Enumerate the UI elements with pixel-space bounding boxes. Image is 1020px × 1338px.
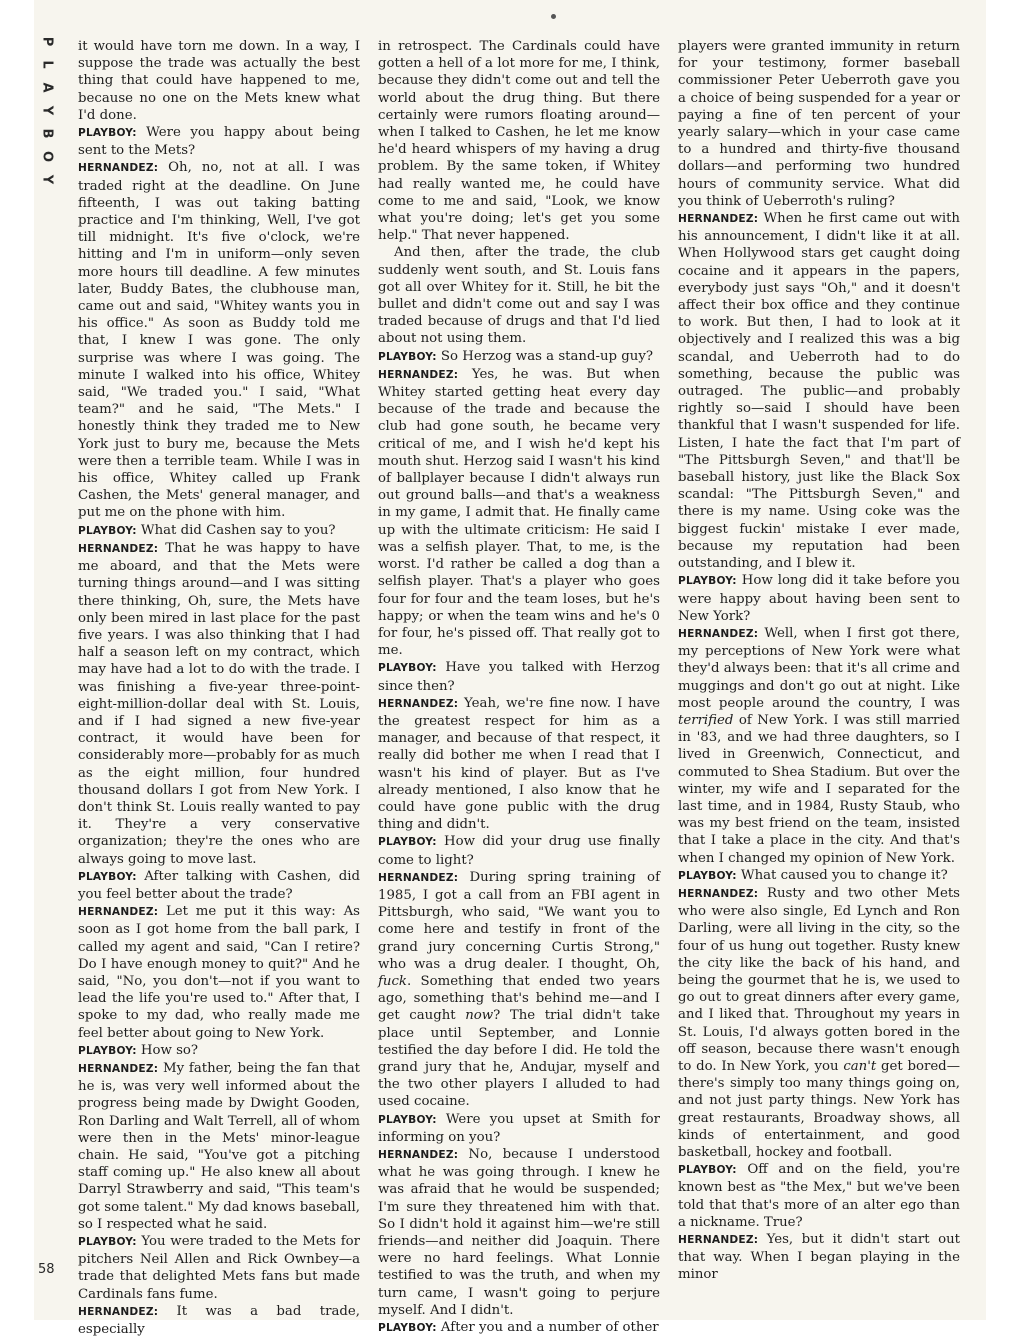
interview-paragraph xyxy=(78,1303,360,1338)
speaker-label: PLAYBOY: xyxy=(78,524,137,537)
paragraph-text: And then, after the trade, the club suddenly went south, and St. Louis fans got all over Whitey for it. Still, he bit the bullet and didn't come out and say I was traded because of drugs and that I'd lied about not using them. xyxy=(378,245,660,347)
paragraph-text: of New York. I was still married in '83, and we had three daughters, so I lived in Greenwich, Connecticut, and commuted to Shea Stadium. But over the winter, my wife and I separated for the last time, and in 1984, Rusty Staub, who was my best friend on the team, insisted that I take a place in the city. And that's when I changed my opinion of New York. xyxy=(678,712,960,866)
paragraph-text: When he first came out with his announcement, I didn't like it at all. When Hollywood stars get caught doing cocaine and it appears in the papers, everybody just says "Oh," and it doesn't affect their box office and they continue to work. But then, I had to look at it objectively and I realized this was a big scandal, and Ueberroth had to do something, because the public was outraged. The public—and probably rightly so—said I should have been thankful that I wasn't suspended for life. Listen, I hate the fact that I'm part of "The Pittsburgh Seven," and that'll be baseball history, just like the Black Sox scandal: "The Pittsburgh Seven," and there is my name. Using coke was the biggest fuckin' mistake I ever made, because my reputation had been outstanding, and I blew it. xyxy=(678,211,960,572)
masthead-letter: L xyxy=(39,60,55,69)
interview-paragraph xyxy=(678,885,960,1161)
speaker-label: HERNANDEZ: xyxy=(78,1305,159,1318)
body-paragraph xyxy=(378,244,660,347)
speaker-label: HERNANDEZ: xyxy=(678,213,759,226)
interview-paragraph xyxy=(78,159,360,521)
interview-paragraph xyxy=(78,522,360,540)
speaker-label: HERNANDEZ: xyxy=(78,542,159,555)
masthead-letter: Y xyxy=(39,174,55,185)
speaker-label: PLAYBOY: xyxy=(78,127,137,140)
speaker-label: HERNANDEZ: xyxy=(678,887,759,900)
interview-paragraph xyxy=(378,695,660,834)
interview-paragraph xyxy=(78,1233,360,1303)
interview-paragraph xyxy=(678,867,960,885)
body-paragraph xyxy=(378,38,660,244)
italic-emphasis: now xyxy=(465,1008,494,1024)
body-paragraph xyxy=(78,38,360,124)
paragraph-text: players were granted immunity in return for your testimony, former baseball commissioner Peter Ueberroth gave you a choice of being suspended for a year or paying a fine of ten percent of your yearly salary—which in your case came to a hundred and thirty-five thousand dollars—and performing two hundred hours of community service. What did you think of Ueberroth's ruling? xyxy=(678,39,960,209)
paragraph-text: Were you upset at Smith for informing on you? xyxy=(378,1111,660,1145)
speaker-label: PLAYBOY: xyxy=(78,870,137,883)
interview-paragraph xyxy=(78,540,360,868)
italic-emphasis: terrified xyxy=(678,712,734,728)
speaker-label: PLAYBOY: xyxy=(78,1236,137,1249)
speaker-label: PLAYBOY: xyxy=(378,350,437,363)
paragraph-text: You were traded to the Mets for pitchers Neil Allen and Rick Ownbey—a trade that delighted Mets fans but made Cardinals fans fume. xyxy=(78,1234,360,1302)
speaker-label: HERNANDEZ: xyxy=(78,1062,159,1075)
speaker-label: PLAYBOY: xyxy=(78,1044,137,1057)
text-column-2 xyxy=(378,38,660,1337)
interview-paragraph xyxy=(378,1111,660,1146)
paragraph-text: What caused you to change it? xyxy=(736,867,948,883)
masthead-letter: A xyxy=(39,82,55,93)
interview-paragraph xyxy=(78,124,360,159)
interview-paragraph xyxy=(78,868,360,903)
interview-paragraph xyxy=(378,366,660,659)
paragraph-text: How so? xyxy=(136,1042,199,1058)
masthead-letter: Y xyxy=(39,105,55,116)
paragraph-text: Let me put it this way: As soon as I got home from the ball park, I called my agent and said, "Can I retire? Do I have enough money to quit?" And he said, "No, you don't—not if you want to lead the life you're used to." After that, I spoke to my dad, who really made me feel better about going to New York. xyxy=(78,904,360,1041)
speaker-label: HERNANDEZ: xyxy=(378,871,459,884)
speaker-label: PLAYBOY: xyxy=(378,662,437,675)
speaker-label: PLAYBOY: xyxy=(678,1164,737,1177)
paragraph-text: Yes, he was. But when Whitey started getting heat every day because of the trade and because the club had gone south, he became very critical of me, and I wish he'd kept his mouth shut. Herzog said I wasn't his kind of ballplayer because I didn't always run out ground balls—and that's a weakness in my game, I admit that. He finally came up with the ultimate criticism: He said I was a selfish player. That, to me, is the worst. I'd rather be called a dog than a selfish player. That's a player who goes four for four and the team loses, but he's happy; or when the team wins and he's 0 for four, he's pissed off. That really got to me. xyxy=(378,366,660,659)
interview-paragraph xyxy=(678,572,960,625)
text-column-1 xyxy=(78,38,360,1338)
interview-paragraph xyxy=(678,625,960,867)
paragraph-text: During spring training of 1985, I got a call from an FBI agent in Pittsburgh, who said, "We want you to come here and testify in front of the grand jury concerning Curtis Strong," who was a drug dealer. I thought, Oh, xyxy=(378,869,660,972)
interview-paragraph xyxy=(78,903,360,1042)
paragraph-text: How long did it take before you were happy about having been sent to New York? xyxy=(678,573,960,624)
italic-emphasis: can't xyxy=(843,1058,877,1074)
body-paragraph xyxy=(678,38,960,210)
speaker-label: PLAYBOY: xyxy=(678,575,737,588)
paragraph-text: in retrospect. The Cardinals could have gotten a hell of a lot more for me, I think, because they didn't come out and tell the world about the drug thing. But there certainly were rumors floating around—when I talked to Cashen, he let me know he'd heard whispers of my having a drug problem. By the same token, if Whitey had really wanted me, he could have come to me and said, "Look, we know what you're doing; let's get you some help." That never happened. xyxy=(378,39,660,244)
paragraph-text: Yeah, we're fine now. I have the greatest respect for him as a manager, and because of that respect, it really did bother me when I read that I wasn't his kind of player. But as I've already mentioned, I also know that he could have gone public with the drug thing and didn't. xyxy=(378,695,660,833)
speaker-label: HERNANDEZ: xyxy=(78,906,159,919)
speaker-label: HERNANDEZ: xyxy=(378,368,459,381)
speaker-label: HERNANDEZ: xyxy=(678,1234,759,1247)
masthead-letter: P xyxy=(39,36,55,47)
interview-paragraph xyxy=(378,348,660,366)
interview-paragraph xyxy=(378,659,660,694)
paragraph-text: After you and a number of other xyxy=(436,1320,659,1336)
paragraph-text: Yes, but it didn't start out that way. When I began playing in the minor xyxy=(678,1232,960,1283)
paragraph-text: it would have torn me down. In a way, I suppose the trade was actually the best thing that could have happened to me, because no one on the Mets knew what I'd done. xyxy=(78,39,360,123)
speaker-label: PLAYBOY: xyxy=(378,1322,437,1335)
interview-paragraph xyxy=(378,869,660,1111)
paragraph-text: What did Cashen say to you? xyxy=(136,522,336,538)
interview-paragraph xyxy=(378,1319,660,1337)
paragraph-text: No, because I understood what he was going through. I knew he was afraid that he would be suspended; I'm sure they threatened him with that. So I didn't hold it against him—we're still friends—and neither did Joaquin. There were no hard feelings. What Lonnie testified to was the truth, and when my turn came, I wasn't going to perjure myself. And I didn't. xyxy=(378,1147,660,1318)
interview-paragraph xyxy=(678,1231,960,1284)
paragraph-text: . Something that ended two years ago, something that's behind me—and I get caught xyxy=(378,973,660,1024)
paragraph-text: That he was happy to have me aboard, and that the Mets were turning things around—and I was sitting there thinking, Oh, sure, the Mets have only been mired in last place for the past five years. I was also thinking that I had half a season left on my contract, which may have had a lot to do with the trade. I was finishing a five-year three-point-eight-million-dollar deal with St. Louis, and if I had signed a new five-year contract, it would have been for considerably more—probably for as much as the eight million, four hundred thousand dollars I got from New York. I don't think St. Louis really wanted to pay it. They're a very conservative organization; they're the ones who are always going to move last. xyxy=(78,540,360,867)
paragraph-text: Oh, no, not at all. I was traded right at the deadline. On June fifteenth, I was out taking batting practice and I'm thinking, Well, I've got till midnight. It's five o'clock, we're hitting and I'm in uniform—only seven more hours till deadline. A few minutes later, Buddy Bates, the clubhouse man, came out and said, "Whitey wants you in his office." As soon as Buddy told me that, I knew I was gone. The only surprise was where I was going. The minute I walked into his office, Whitey said, "We traded you." I said, "What team?" and he said, "The Mets." I honestly think they traded me to New York just to bury me, because the Mets were then a terrible team. While I was in his office, Whitey called up Frank Cashen, the Mets' general manager, and put me on the phone with him. xyxy=(78,160,360,521)
paragraph-text: Were you happy about being sent to the Mets? xyxy=(78,125,360,159)
paragraph-text: After talking with Cashen, did you feel better about the trade? xyxy=(78,868,360,902)
interview-paragraph xyxy=(378,1146,660,1319)
paragraph-text: It was a bad trade, especially xyxy=(78,1303,360,1338)
masthead-letter: B xyxy=(39,128,55,139)
text-column-3 xyxy=(678,38,960,1284)
speaker-label: PLAYBOY: xyxy=(678,869,737,882)
interview-paragraph xyxy=(78,1060,360,1233)
interview-paragraph xyxy=(78,1042,360,1060)
speaker-label: PLAYBOY: xyxy=(378,1113,437,1126)
interview-paragraph xyxy=(678,210,960,572)
paragraph-text: get bored—there's simply too many things going on, and not just party things. New York has great restaurants, Broadway shows, all kinds of entertainment, and good basketball, hockey and football. xyxy=(678,1058,960,1160)
italic-emphasis: fuck xyxy=(378,973,407,989)
paragraph-text: Have you talked with Herzog since then? xyxy=(378,660,660,694)
speaker-label: HERNANDEZ: xyxy=(378,1149,459,1161)
paragraph-text: So Herzog was a stand-up guy? xyxy=(436,348,654,364)
interview-paragraph xyxy=(378,833,660,868)
speaker-label: PLAYBOY: xyxy=(378,836,437,849)
interview-paragraph xyxy=(678,1161,960,1231)
playboy-vertical-masthead xyxy=(38,30,56,191)
speaker-label: HERNANDEZ: xyxy=(378,697,459,710)
paragraph-text: Well, when I first got there, my perceptions of New York were what they'd always been: that it's all crime and muggings and don't go out at night. Like most people around the country, I was xyxy=(678,625,960,711)
paragraph-text: Off and on the field, you're known best as "the Mex," but we've been told that that's more of an alter ego than a nickname. True? xyxy=(678,1162,960,1230)
paragraph-text: Rusty and two other Mets who were also single, Ed Lynch and Ron Darling, were all living in the city, so the four of us hung out together. Rusty knew the city like the back of his hand, and being the gourmet that he is, we used to go out to great dinners after every game, and I liked that. Throughout my years in St. Louis, I'd always gotten bored in the off season, because there wasn't enough to do. In New York, you xyxy=(678,885,960,1074)
speaker-label: HERNANDEZ: xyxy=(78,162,159,175)
top-bullet-ornament xyxy=(551,14,556,19)
paragraph-text: ? The trial didn't take place until September, and Lonnie testified the day before I did. He told the grand jury that he, Andujar, myself and the two other players I alluded to had used cocaine. xyxy=(378,1008,660,1110)
speaker-label: HERNANDEZ: xyxy=(678,627,759,640)
page-number: 58 xyxy=(38,1262,55,1277)
masthead-letter: O xyxy=(39,150,55,163)
paragraph-text: How did your drug use finally come to light? xyxy=(378,834,660,868)
paragraph-text: My father, being the fan that he is, was very well informed about the progress being made by Dwight Gooden, Ron Darling and Walt Terrell, all of whom were then in the Mets' minor-league chain. He said, "You've got a pitching staff coming up." He also knew all about Darryl Strawberry and said, "This team's got some talent." My dad knows baseball, so I respected what he said. xyxy=(78,1060,360,1232)
magazine-page xyxy=(34,0,986,1338)
